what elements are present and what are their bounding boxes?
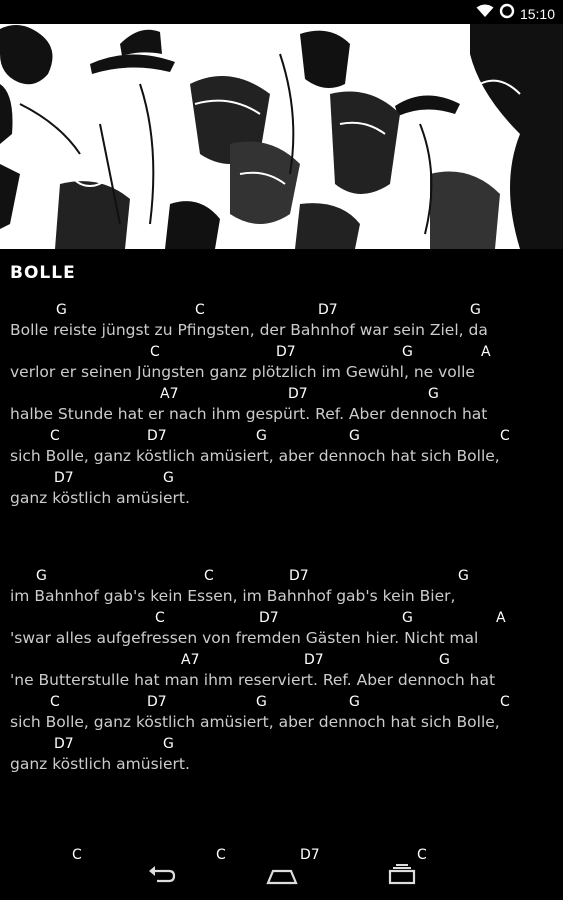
- lyric-line: Bolle reiste jüngst zu Pfingsten, der Bahnhof war sein Ziel, da: [10, 321, 488, 339]
- sync-icon: [499, 3, 515, 24]
- chord: D7: [147, 428, 167, 444]
- chord: C: [204, 568, 214, 584]
- chord: D7: [259, 610, 279, 626]
- song-title: BOLLE: [10, 263, 76, 283]
- chord: A: [481, 344, 491, 360]
- song-line: [0, 426, 563, 468]
- chord: G: [349, 694, 360, 710]
- chord: C: [50, 694, 60, 710]
- chord: G: [470, 302, 481, 318]
- chord: D7: [288, 386, 308, 402]
- chord-row: [0, 692, 563, 713]
- back-icon: [147, 865, 177, 889]
- lyric-line: ganz köstlich amüsiert.: [10, 489, 190, 507]
- lyric-line: sich Bolle, ganz köstlich amüsiert, aber dennoch hat sich Bolle,: [10, 713, 500, 731]
- song-body: [0, 300, 563, 832]
- lyric-line: 'ne Butterstulle hat man ihm reserviert. Ref. Aber dennoch hat: [10, 671, 496, 689]
- chord: G: [458, 568, 469, 584]
- chord: G: [439, 652, 450, 668]
- chord-row: [0, 342, 563, 363]
- chord: G: [402, 610, 413, 626]
- wifi-icon: [476, 4, 494, 23]
- chord: G: [163, 470, 174, 486]
- chord: G: [256, 428, 267, 444]
- song-line: [0, 566, 563, 608]
- chord-row: [0, 734, 563, 755]
- chord-row: [0, 384, 563, 405]
- header-illustration: [0, 24, 563, 249]
- chord: C: [417, 847, 427, 860]
- chord-row: [0, 426, 563, 447]
- status-clock: 15:10: [519, 5, 555, 22]
- lyric-line: sich Bolle, ganz köstlich amüsiert, aber dennoch hat sich Bolle,: [10, 447, 500, 465]
- recents-icon: [387, 864, 417, 890]
- chord: C: [195, 302, 205, 318]
- chord: G: [349, 428, 360, 444]
- lyric-line: halbe Stunde hat er nach ihm gespürt. Ref. Aber dennoch hat: [10, 405, 488, 423]
- chord: D7: [304, 652, 324, 668]
- chord: G: [163, 736, 174, 752]
- chord: D7: [54, 470, 74, 486]
- chord: A7: [181, 652, 200, 668]
- song-line: [0, 300, 563, 342]
- chord: C: [50, 428, 60, 444]
- chord: C: [216, 847, 226, 860]
- chord: D7: [318, 302, 338, 318]
- chord-row: [0, 468, 563, 489]
- chord: C: [150, 344, 160, 360]
- lyric-line: ganz köstlich amüsiert.: [10, 755, 190, 773]
- navigation-bar: [0, 852, 563, 900]
- chord: C: [500, 694, 510, 710]
- lyric-line: 'swar alles aufgefressen von fremden Gästen hier. Nicht mal: [10, 629, 479, 647]
- chord-row: [0, 650, 563, 671]
- chord: C: [500, 428, 510, 444]
- lyric-line: im Bahnhof gab's kein Essen, im Bahnhof gab's kein Bier,: [10, 587, 456, 605]
- chord: A7: [160, 386, 179, 402]
- chord: G: [428, 386, 439, 402]
- song-line: [0, 734, 563, 776]
- chord: G: [36, 568, 47, 584]
- song-line: [0, 692, 563, 734]
- chord: D7: [147, 694, 167, 710]
- chord: G: [402, 344, 413, 360]
- status-bar: [0, 0, 563, 24]
- song-line: [0, 650, 563, 692]
- song-line: [0, 342, 563, 384]
- chord: G: [256, 694, 267, 710]
- chord: G: [56, 302, 67, 318]
- chord: D7: [289, 568, 309, 584]
- chord: C: [72, 847, 82, 860]
- chord: D7: [54, 736, 74, 752]
- song-line: [0, 468, 563, 510]
- verse: [0, 300, 563, 510]
- song-line: [0, 608, 563, 650]
- chord-row: [0, 566, 563, 587]
- back-button[interactable]: [138, 862, 186, 892]
- recents-button[interactable]: [378, 862, 426, 892]
- verse: [0, 566, 563, 776]
- home-button[interactable]: [258, 862, 306, 892]
- home-icon: [265, 865, 299, 889]
- song-line: [0, 384, 563, 426]
- lyric-line: verlor er seinen Jüngsten ganz plötzlich im Gewühl, ne volle: [10, 363, 475, 381]
- chord: C: [155, 610, 165, 626]
- chord-row: [0, 300, 563, 321]
- chord: D7: [300, 847, 320, 860]
- chord-row: [0, 608, 563, 629]
- chord: D7: [276, 344, 296, 360]
- chord: A: [496, 610, 506, 626]
